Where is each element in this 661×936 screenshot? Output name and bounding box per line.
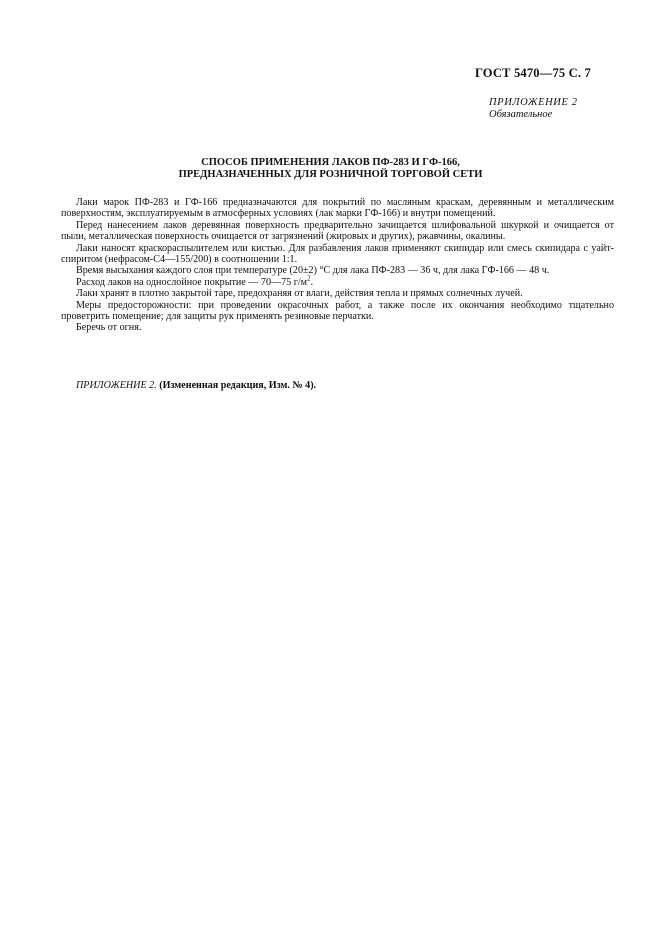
revision-note-label: ПРИЛОЖЕНИЕ 2. bbox=[76, 380, 157, 391]
title-line-1: СПОСОБ ПРИМЕНЕНИЯ ЛАКОВ ПФ-283 И ГФ-166, bbox=[201, 157, 460, 168]
paragraph-fire-warning: Беречь от огня. bbox=[76, 322, 142, 334]
title-line-2: ПРЕДНАЗНАЧЕННЫХ ДЛЯ РОЗНИЧНОЙ ТОРГОВОЙ СЕТИ bbox=[178, 169, 483, 180]
paragraph-storage: Лаки хранят в плотно закрытой таре, предохраняя от влаги, действия тепла и прямых солнечных лучей. bbox=[76, 288, 523, 300]
consumption-end: . bbox=[310, 276, 314, 288]
appendix-status: Обязательное bbox=[489, 109, 553, 120]
paragraph-consumption bbox=[61, 274, 614, 288]
paragraph-purpose: Лаки марок ПФ-283 и ГФ-166 предназначаются для покрытий по масляным краскам, деревянным и металлическим поверхностям, эксплуатируемым в атмосферных условиях (лак марки ГФ-166) и внутри помещений. bbox=[61, 197, 614, 220]
body-text bbox=[61, 197, 614, 334]
consumption-superscript: 2 bbox=[307, 274, 311, 283]
appendix-label bbox=[489, 97, 578, 121]
paragraph-drying-time: Время высыхания каждого слоя при температуре (20±2) °С для лака ПФ-283 — 36 ч, для лака ГФ-166 — 48 ч. bbox=[76, 265, 550, 277]
paragraph-preparation: Перед нанесением лаков деревянная поверхность предварительно зачищается шлифовальной шкуркой и очищается от пыли, металлическая поверхность очищается от загрязнений (жировых и других), ржавчины, окалины. bbox=[61, 219, 614, 243]
page-header: ГОСТ 5470—75 С. 7 bbox=[474, 66, 591, 80]
paragraph-application: Лаки наносят краскораспылителем или кистью. Для разбавления лаков применяют скипидар или смесь скипидара с уайт-спиритом (нефрасом-С4—155/200) в соотношении 1:1. bbox=[61, 242, 614, 266]
revision-note-text: (Измененная редакция, Изм. № 4). bbox=[159, 380, 317, 391]
appendix-number: ПРИЛОЖЕНИЕ 2 bbox=[489, 97, 578, 108]
paragraph-precautions: Меры предосторожности: при проведении окрасочных работ, а также после их окончания необходимо тщательно проветрить помещение; для защиты рук применять резиновые перчатки. bbox=[61, 299, 614, 323]
section-title bbox=[0, 157, 661, 181]
consumption-text: Расход лаков на однослойное покрытие — 70—75 г/м bbox=[76, 276, 308, 288]
revision-note bbox=[76, 380, 316, 391]
